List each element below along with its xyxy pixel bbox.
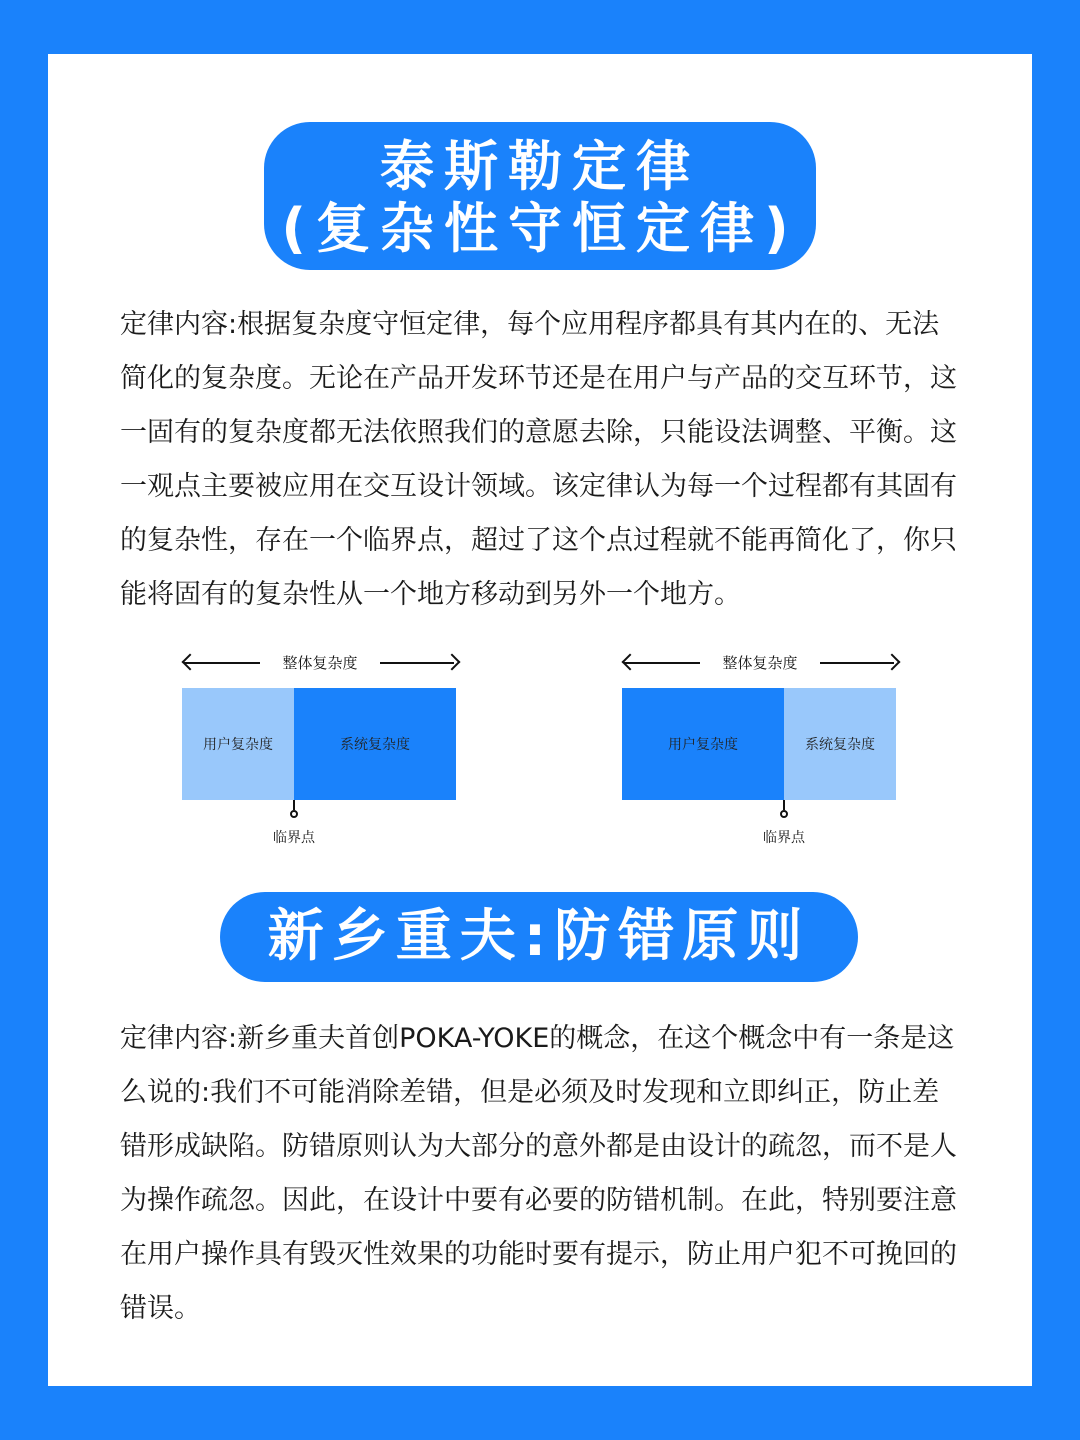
arrow-line [624,662,700,664]
critical-point-icon [780,810,788,818]
section2-title-badge [220,892,858,982]
overall-complexity-label: 整体复杂度 [722,654,798,672]
user-complexity-segment [622,688,784,800]
complexity-diagram-left [182,650,462,860]
section1-paragraph: 定律内容:根据复杂度守恒定律，每个应用程序都具有其内在的、无法简化的复杂度。无论在产品开发环节还是在用户与产品的交互环节，这一固有的复杂度都无法依照我们的意愿去除，只能设法调整、平衡。这一观点主要被应用在交互设计领域。该定律认为每一个过程都有其固有的复杂性，存在一个临界点，超过了这个点过程就不能再简化了，你只能将固有的复杂性从一个地方移动到另外一个地方。 [120,309,957,610]
section1-title: 泰斯勒定律 [380,135,700,198]
critical-point-marker [293,800,295,810]
critical-point-marker [783,800,785,810]
user-complexity-label: 用户复杂度 [668,737,738,753]
overall-complexity-arrow [182,650,462,676]
arrow-line [184,662,260,664]
critical-point-label: 临界点 [273,830,315,846]
overall-complexity-label: 整体复杂度 [282,654,358,672]
section1-subtitle: (复杂性守恒定律) [281,197,799,260]
overall-complexity-arrow [622,650,902,676]
section2-paragraph: 定律内容:新乡重夫首创POKA-YOKE的概念，在这个概念中有一条是这么说的:我们不可能消除差错，但是必须及时发现和立即纠正，防止差错形成缺陷。防错原则认为大部分的意外都是由设计的疏忽，而不是人为操作疏忽。因此，在设计中要有必要的防错机制。在此，特别要注意在用户操作具有毁灭性效果的功能时要有提示，防止用户犯不可挽回的错误。 [120,1023,957,1324]
section1-title-badge [264,122,816,270]
user-complexity-label: 用户复杂度 [203,737,273,753]
system-complexity-segment [784,688,896,800]
arrow-right-icon [444,654,461,671]
system-complexity-label: 系统复杂度 [805,737,875,753]
content-card [48,54,1032,1386]
complexity-diagram-right [622,650,902,860]
arrow-right-icon [884,654,901,671]
system-complexity-label: 系统复杂度 [340,737,410,753]
critical-point-icon [290,810,298,818]
critical-point-label: 临界点 [763,830,805,846]
user-complexity-segment [182,688,294,800]
system-complexity-segment [294,688,456,800]
section2-title: 新乡重夫:防错原则 [267,904,811,969]
